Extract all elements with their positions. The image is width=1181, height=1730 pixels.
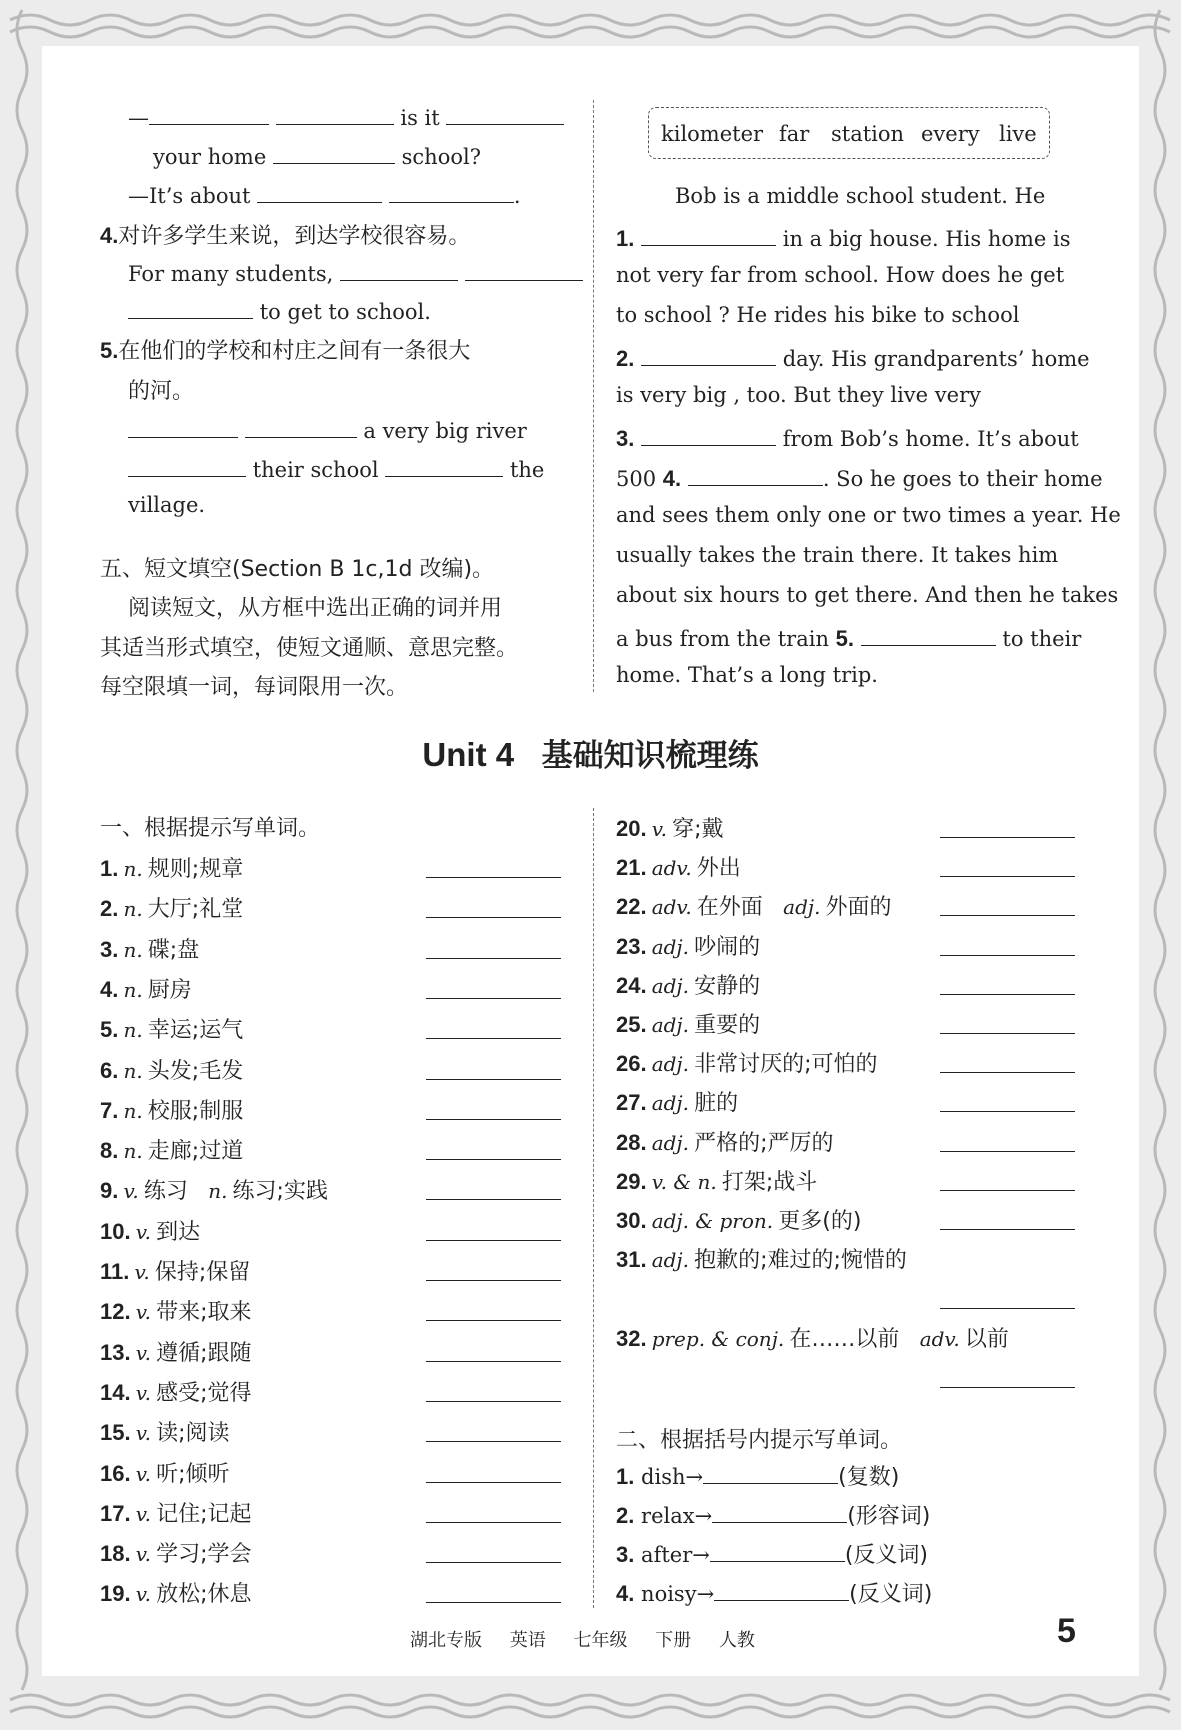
answer-blank[interactable] xyxy=(940,915,1075,916)
answer-blank[interactable] xyxy=(940,1151,1075,1152)
vocab-item: 14. v. 感受;觉得 xyxy=(100,1379,252,1406)
answer-blank[interactable] xyxy=(940,1387,1075,1388)
footer-volume: 下册 xyxy=(655,1630,692,1651)
answer-blank[interactable] xyxy=(446,104,564,125)
q5-chinese-line2: 的河。 xyxy=(128,379,195,404)
q4-en-line2: to get to school. xyxy=(128,298,431,323)
vocab-item: 22. adv. 在外面 adj. 外面的 xyxy=(616,894,892,921)
answer-blank[interactable] xyxy=(149,104,269,125)
section5-instruction-2: 其适当形式填空，使短文通顺、意思完整。 xyxy=(100,636,519,661)
q3-line1: — is it xyxy=(128,104,564,129)
vocab-item: 8. n. 走廊;过道 xyxy=(100,1138,244,1165)
answer-blank[interactable] xyxy=(426,1038,561,1039)
q3-line3: —It’s about . xyxy=(128,184,521,208)
vocab-item: 26. adj. 非常讨厌的;可怕的 xyxy=(616,1051,878,1078)
answer-blank[interactable] xyxy=(426,1119,561,1120)
answer-blank[interactable] xyxy=(273,143,395,164)
passage-line: is very big , too. But they live very xyxy=(616,383,981,407)
passage-line: and sees them only one or two times a year. He xyxy=(616,503,1121,527)
answer-blank[interactable] xyxy=(276,104,394,125)
answer-blank[interactable] xyxy=(710,1541,845,1562)
vocab-item: 28. adj. 严格的;严厉的 xyxy=(616,1129,834,1156)
vocab-item: 5. n. 幸运;运气 xyxy=(100,1017,244,1044)
vocab-item: 7. n. 校服;制服 xyxy=(100,1097,244,1124)
section2-item: 4. noisy→ (反义词) xyxy=(616,1581,933,1607)
column-divider-top xyxy=(593,100,594,692)
vocab-item: 27. adj. 脏的 xyxy=(616,1090,739,1117)
answer-blank[interactable] xyxy=(940,1111,1075,1112)
vocab-item: 9. v. 练习 n. 练习;实践 xyxy=(100,1178,328,1205)
section1-title: 一、根据提示写单词。 xyxy=(100,816,321,841)
page-number: 5 xyxy=(1057,1612,1076,1650)
page-footer xyxy=(410,1626,777,1652)
passage-line: 3. from Bob’s home. It’s about xyxy=(616,426,1079,451)
answer-blank[interactable] xyxy=(128,417,238,438)
vocab-item: 15. v. 读;阅读 xyxy=(100,1420,230,1447)
vocab-item: 19. v. 放松;休息 xyxy=(100,1581,252,1608)
vocab-item: 29. v. & n. 打架;战斗 xyxy=(616,1168,818,1195)
answer-blank[interactable] xyxy=(940,1229,1075,1230)
vocab-item: 1. n. 规则;规章 xyxy=(100,856,244,882)
answer-blank[interactable] xyxy=(940,876,1075,877)
passage-line: Bob is a middle school student. He xyxy=(675,184,1046,208)
vocab-item: 13. v. 遵循;跟随 xyxy=(100,1339,252,1366)
answer-blank[interactable] xyxy=(426,1562,561,1563)
passage-line: home. That’s a long trip. xyxy=(616,663,878,687)
vocab-item: 11. v. 保持;保留 xyxy=(100,1259,251,1285)
footer-publisher: 人教 xyxy=(718,1630,755,1651)
answer-blank[interactable] xyxy=(465,260,583,281)
answer-blank[interactable] xyxy=(712,1502,847,1523)
word-box-item: far xyxy=(779,122,810,146)
answer-blank[interactable] xyxy=(641,425,776,446)
section2-item: 1. dish→ (复数) xyxy=(616,1464,900,1490)
passage-line: to school ? He rides his bike to school xyxy=(616,303,1020,327)
answer-blank[interactable] xyxy=(641,225,776,246)
answer-blank[interactable] xyxy=(940,1072,1075,1073)
answer-blank[interactable] xyxy=(128,456,246,477)
answer-blank[interactable] xyxy=(940,1033,1075,1034)
q4-chinese: 4.对许多学生来说，到达学校很容易。 xyxy=(100,223,471,249)
passage-line: usually takes the train there. It takes him xyxy=(616,543,1059,567)
section2-title: 二、根据括号内提示写单词。 xyxy=(616,1428,903,1453)
answer-blank[interactable] xyxy=(257,182,382,203)
word-box xyxy=(648,107,1050,159)
vocab-item: 21. adv. 外出 xyxy=(616,855,741,882)
answer-blank[interactable] xyxy=(641,345,776,366)
vocab-item: 2. n. 大厅;礼堂 xyxy=(100,896,244,923)
column-divider-bottom xyxy=(593,808,594,1608)
vocab-item: 6. n. 头发;毛发 xyxy=(100,1057,244,1084)
vocab-item: 31. adj. 抱歉的;难过的;惋惜的 xyxy=(616,1247,907,1274)
answer-blank[interactable] xyxy=(714,1580,849,1601)
vocab-item: 23. adj. 吵闹的 xyxy=(616,933,761,960)
answer-blank[interactable] xyxy=(426,1401,561,1402)
q4-en-line1: For many students, xyxy=(128,260,583,285)
answer-blank[interactable] xyxy=(940,1190,1075,1191)
answer-blank[interactable] xyxy=(426,1482,561,1483)
section2-item: 2. relax→ (形容词) xyxy=(616,1503,931,1529)
passage-line: a bus from the train 5. to their xyxy=(616,626,1082,651)
answer-blank[interactable] xyxy=(426,1441,561,1442)
vocab-item: 30. adj. & pron. 更多(的) xyxy=(616,1208,862,1234)
answer-blank[interactable] xyxy=(940,1308,1075,1309)
answer-blank[interactable] xyxy=(426,1602,561,1603)
unit-title: Unit 4 基础知识梳理练 xyxy=(422,736,759,774)
answer-blank[interactable] xyxy=(128,298,253,319)
section5-instruction-3: 每空限填一词，每词限用一次。 xyxy=(100,675,409,700)
footer-grade: 七年级 xyxy=(573,1630,628,1651)
answer-blank[interactable] xyxy=(340,260,458,281)
q5-chinese-line1: 5.在他们的学校和村庄之间有一条很大 xyxy=(100,338,471,364)
q5-en-line2: their school the xyxy=(128,456,544,481)
footer-subject: 英语 xyxy=(509,1630,546,1651)
answer-blank[interactable] xyxy=(426,1159,561,1160)
answer-blank[interactable] xyxy=(940,837,1075,838)
answer-blank[interactable] xyxy=(426,958,561,959)
answer-blank[interactable] xyxy=(245,417,357,438)
answer-blank[interactable] xyxy=(385,456,503,477)
q5-en-line1: a very big river xyxy=(128,417,527,442)
word-box-item: kilometer xyxy=(661,122,764,146)
answer-blank[interactable] xyxy=(688,465,823,486)
answer-blank[interactable] xyxy=(703,1463,838,1484)
answer-blank[interactable] xyxy=(426,1079,561,1080)
answer-blank[interactable] xyxy=(426,1199,561,1200)
vocab-item: 16. v. 听;倾听 xyxy=(100,1460,230,1487)
answer-blank[interactable] xyxy=(426,1320,561,1321)
vocab-item: 10. v. 到达 xyxy=(100,1218,201,1245)
word-box-item: live xyxy=(999,122,1037,146)
answer-blank[interactable] xyxy=(940,955,1075,956)
section2-item: 3. after→ (反义词) xyxy=(616,1542,929,1568)
answer-blank[interactable] xyxy=(426,917,561,918)
answer-blank[interactable] xyxy=(426,1280,561,1281)
passage-line: about six hours to get there. And then he takes xyxy=(616,583,1119,607)
q5-en-line3: village. xyxy=(128,493,206,517)
passage-line: not very far from school. How does he get xyxy=(616,263,1065,287)
vocab-item: 12. v. 带来;取来 xyxy=(100,1299,252,1326)
answer-blank[interactable] xyxy=(426,1240,561,1241)
vocab-item: 32. prep. & conj. 在……以前 adv. 以前 xyxy=(616,1326,1009,1353)
footer-edition: 湖北专版 xyxy=(410,1630,482,1651)
word-box-item: station xyxy=(831,122,905,146)
vocab-item: 17. v. 记住;记起 xyxy=(100,1500,252,1527)
answer-blank[interactable] xyxy=(426,998,561,999)
passage-line: 1. in a big house. His home is xyxy=(616,226,1071,251)
vocab-item: 24. adj. 安静的 xyxy=(616,972,761,999)
passage-line: 2. day. His grandparents’ home xyxy=(616,346,1090,371)
answer-blank[interactable] xyxy=(940,994,1075,995)
answer-blank[interactable] xyxy=(426,1361,561,1362)
answer-blank[interactable] xyxy=(426,877,561,878)
vocab-item: 20. v. 穿;戴 xyxy=(616,816,724,842)
vocab-item: 3. n. 碟;盘 xyxy=(100,936,200,963)
section5-instruction-1: 阅读短文，从方框中选出正确的词并用 xyxy=(128,596,503,621)
vocab-item: 25. adj. 重要的 xyxy=(616,1012,761,1038)
answer-blank[interactable] xyxy=(389,182,514,203)
word-box-item: every xyxy=(921,122,980,146)
section5-title: 五、短文填空(Section B 1c,1d 改编)。 xyxy=(100,557,495,582)
vocab-item: 4. n. 厨房 xyxy=(100,976,192,1003)
answer-blank[interactable] xyxy=(426,1522,561,1523)
vocab-item: 18. v. 学习;学会 xyxy=(100,1541,252,1568)
passage-line: 500 4. . So he goes to their home xyxy=(616,466,1103,491)
q3-line2: your home school? xyxy=(153,145,481,169)
answer-blank[interactable] xyxy=(861,625,996,646)
